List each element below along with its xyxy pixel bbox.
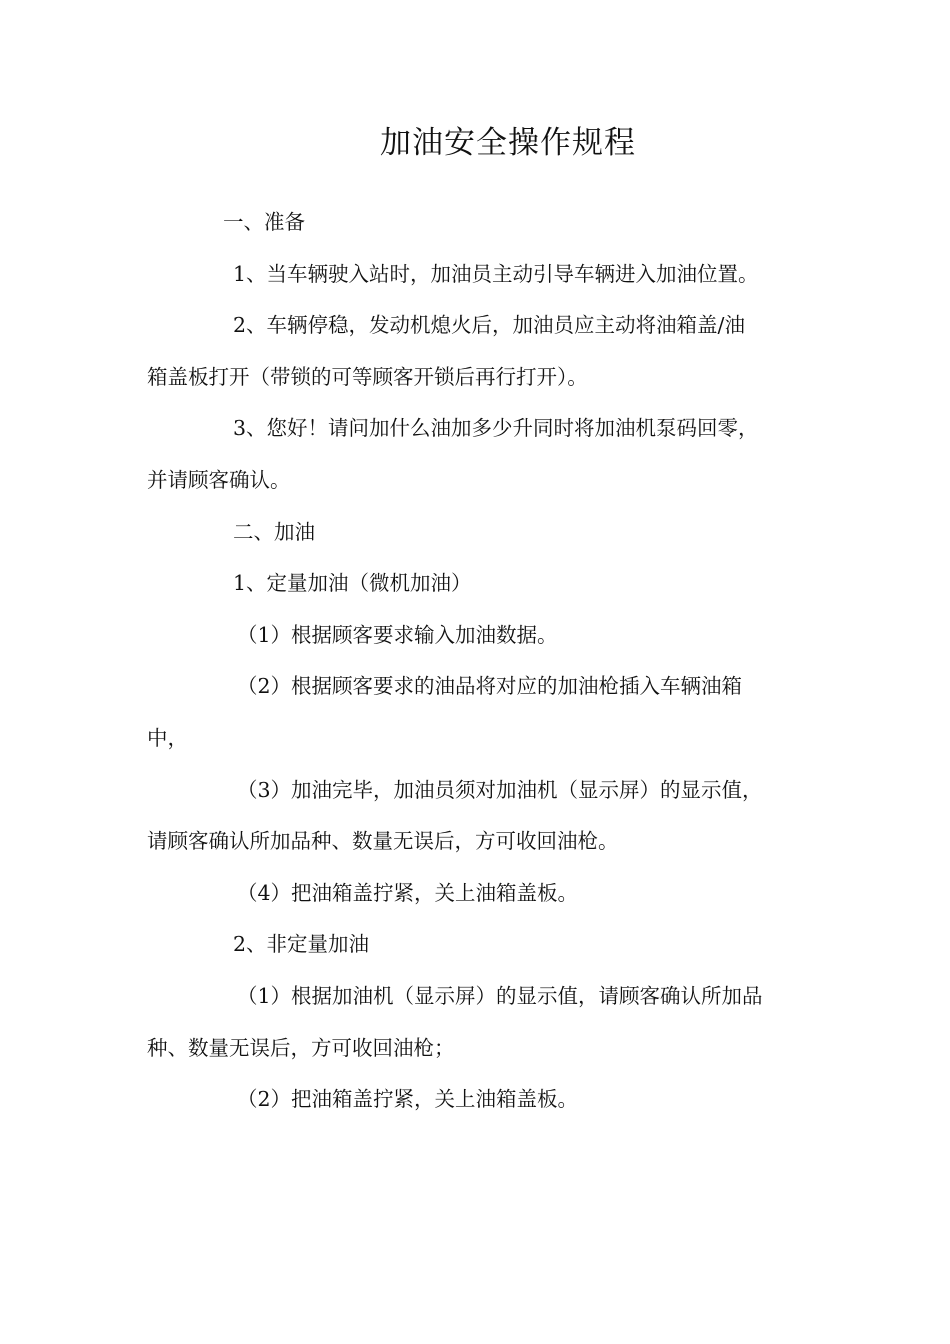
paragraph-line: （2）把油箱盖拧紧，关上油箱盖板。 (237, 1087, 579, 1112)
section-heading-prepare: 一、准备 (223, 210, 305, 234)
paragraph-line: 种、数量无误后，方可收回油枪； (147, 1035, 455, 1060)
paragraph-line: （1）根据加油机（显示屏）的显示值，请顾客确认所加品 (237, 983, 763, 1008)
paragraph-line: 并请顾客确认。 (147, 467, 291, 492)
subsection-heading-fixed: 1、定量加油（微机加油） (233, 571, 472, 596)
paragraph-line: （2）根据顾客要求的油品将对应的加油枪插入车辆油箱 (237, 674, 743, 699)
paragraph-line: 请顾客确认所加品种、数量无误后，方可收回油枪。 (147, 829, 619, 854)
paragraph-line: 3、您好！请问加什么油加多少升同时将加油机泵码回零， (233, 416, 759, 441)
paragraph-line: 箱盖板打开（带锁的可等顾客开锁后再行打开）。 (147, 364, 588, 389)
paragraph-line: （1）根据顾客要求输入加油数据。 (237, 622, 558, 647)
section-heading-refuel: 二、加油 (233, 519, 315, 544)
paragraph-line: 中， (147, 725, 188, 750)
subsection-heading-nonfixed: 2、非定量加油 (233, 932, 370, 957)
document-title: 加油安全操作规程 (380, 125, 636, 161)
paragraph-line: 2、车辆停稳，发动机熄火后，加油员应主动将油箱盖/油 (233, 313, 745, 338)
paragraph-line: 1、当车辆驶入站时，加油员主动引导车辆进入加油位置。 (233, 261, 759, 286)
paragraph-line: （4）把油箱盖拧紧，关上油箱盖板。 (237, 880, 579, 905)
document-body (147, 197, 807, 1126)
paragraph-line: （3）加油完毕，加油员须对加油机（显示屏）的显示值， (237, 777, 763, 802)
